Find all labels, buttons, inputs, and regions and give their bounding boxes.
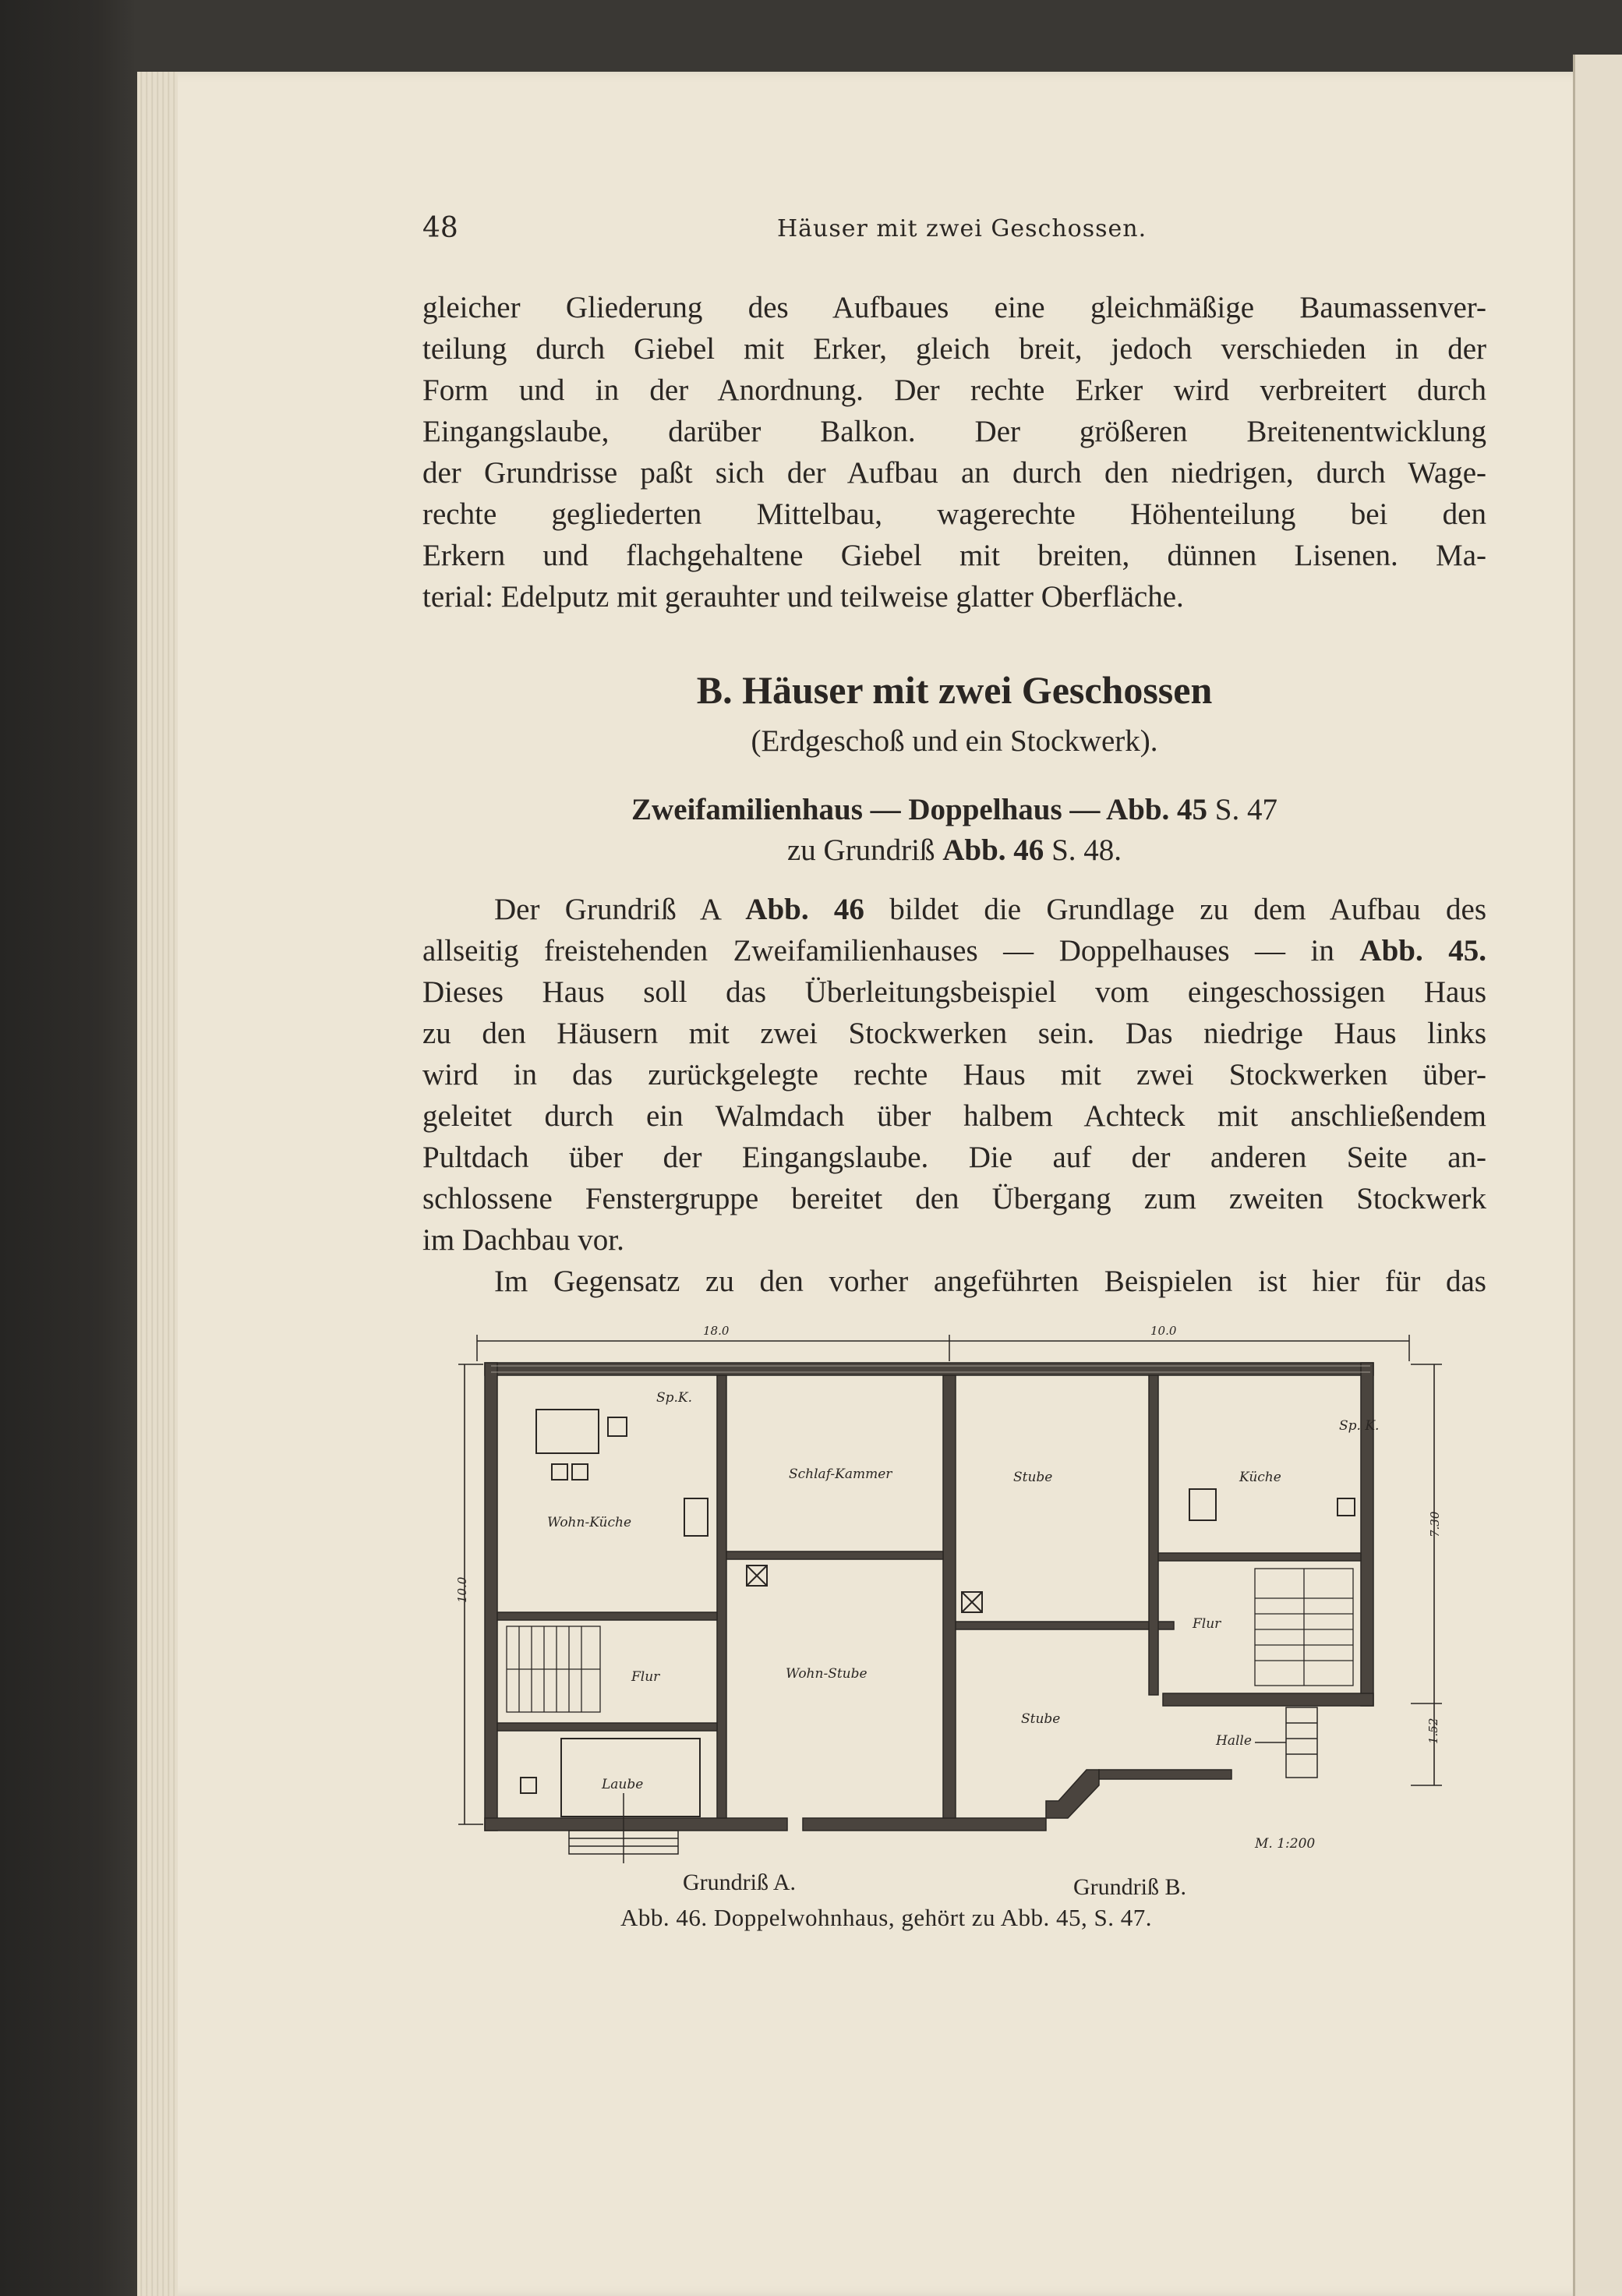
wall-top (485, 1363, 1373, 1375)
para2-line: geleitet durch ein Walmdach über halbem Achteck mit anschließendem (422, 1099, 1486, 1133)
para1-line: terial: Edelputz mit gerauhter und teilweise glatter Oberfläche. (422, 580, 1184, 614)
ref-zu: zu Grundriß (786, 833, 943, 867)
scale-label: M. 1:200 (1255, 1836, 1316, 1852)
page-edges (137, 72, 178, 2296)
para2-line (422, 930, 1486, 972)
room-label: Stube (1021, 1711, 1061, 1727)
para2-line: wird in das zurückgelegte rechte Haus mit zwei Stockwerken über- (422, 1058, 1486, 1091)
room-label: Küche (1239, 1470, 1281, 1485)
wall-halle-bottom (1099, 1770, 1232, 1779)
room-label: Wohn-Stube (786, 1666, 868, 1682)
wall-int-6 (1149, 1375, 1158, 1695)
floor-plan-drawing (444, 1318, 1458, 1871)
dim-label: 1.52 (1426, 1718, 1440, 1744)
ref-s47: S. 47 (1207, 793, 1277, 826)
wall-int-7 (1158, 1553, 1361, 1561)
para1-line: der Grundrisse paßt sich der Aufbau an durch den niedrigen, durch Wage- (422, 456, 1486, 490)
wall-right-bottom (1163, 1693, 1373, 1706)
ref-bold: Abb. 46 (745, 893, 864, 926)
chimney-left (684, 1498, 708, 1536)
wall-left (485, 1363, 497, 1831)
room-label: Sp. K. (1339, 1418, 1380, 1434)
stairs-right (1255, 1569, 1353, 1686)
room-label: Halle (1216, 1733, 1252, 1749)
para1-line: teilung durch Giebel mit Erker, gleich breit, jedoch verschieden in der (422, 332, 1486, 366)
room-label: Stube (1013, 1470, 1053, 1485)
section-title: B. Häuser mit zwei Geschossen (696, 668, 1213, 712)
text: allseitig freistehenden Zweifamilienhauses — Doppelhauses — in (422, 934, 1360, 968)
subsection-heading (422, 792, 1486, 827)
para2-line: Dieses Haus soll das Überleitungsbeispiel vom eingeschossigen Haus (422, 975, 1486, 1009)
next-page-edge (1573, 55, 1622, 2296)
para2-line: zu den Häusern mit zwei Stockwerken sein. Das niedrige Haus links (422, 1017, 1486, 1050)
para1-line: gleicher Gliederung des Aufbaues eine gleichmäßige Baumassenver- (422, 291, 1486, 324)
room-label: Flur (631, 1669, 660, 1685)
room-label: Wohn-Küche (547, 1515, 632, 1530)
dim-label: 10.0 (455, 1576, 469, 1603)
room-label: Sp.K. (656, 1390, 693, 1406)
para2-line: im Dachbau vor. (422, 1223, 624, 1257)
para1-line: Eingangslaube, darüber Balkon. Der größeren Breitenentwicklung (422, 415, 1486, 448)
page-number: 48 (422, 212, 458, 244)
entry-steps-right (1255, 1707, 1317, 1778)
ref-abb46: Abb. 46 (942, 833, 1044, 867)
para1-line: Erkern und flachgehaltene Giebel mit breiten, dünnen Lisenen. Ma- (422, 539, 1486, 572)
dim-label: 18.0 (703, 1324, 730, 1338)
wall-right (1361, 1363, 1373, 1706)
wall-bay (1046, 1770, 1099, 1818)
floor-plan-figure (444, 1318, 1458, 1871)
para2-line: schlossene Fenstergruppe bereitet den Übergang zum zweiten Stockwerk (422, 1182, 1486, 1215)
para2-line (422, 889, 1486, 931)
wall-int-4 (497, 1723, 717, 1731)
ref-bold: Abb. 45. (1359, 934, 1486, 968)
wall-int-1 (717, 1375, 726, 1818)
para2-line: Pultdach über der Eingangslaube. Die auf der anderen Seite an- (422, 1141, 1486, 1174)
subsection-ref (422, 833, 1486, 868)
chimney-right (1189, 1489, 1216, 1520)
stairs-left (507, 1626, 600, 1712)
ref-s48: S. 48. (1044, 833, 1122, 867)
running-head-title: Häuser mit zwei Geschossen. (777, 215, 1147, 242)
room-label: Laube (602, 1777, 644, 1792)
wall-int-2 (497, 1612, 717, 1620)
room-label: Schlaf-Kammer (789, 1466, 892, 1482)
text: bildet die Grundlage zu dem Aufbau des (864, 893, 1486, 926)
caption-grundriss-a: Grundriß A. (683, 1870, 796, 1895)
wall-bottom-left (485, 1818, 787, 1831)
dim-label: 7.30 (1428, 1511, 1442, 1537)
para1-line: Form und in der Anordnung. Der rechte Erker wird verbreitert durch (422, 373, 1486, 407)
figure-caption: Abb. 46. Doppelwohnhaus, gehört zu Abb. 45, S. 47. (620, 1904, 1152, 1931)
para1-line: rechte gegliederten Mittelbau, wagerechte Höhenteilung bei den (422, 497, 1486, 531)
stove (536, 1410, 599, 1453)
text: Der Grundriß A (494, 893, 746, 926)
dim-label: 10.0 (1150, 1324, 1177, 1338)
caption-grundriss-b: Grundriß B. (1073, 1874, 1186, 1900)
subsection-title: Zweifamilienhaus — Doppelhaus — (631, 793, 1106, 826)
wall-party (943, 1375, 956, 1818)
section-subtitle: (Erdgeschoß und ein Stockwerk). (751, 724, 1158, 758)
para3-line: Im Gegensatz zu den vorher angeführten Beispielen ist hier für das (494, 1265, 1486, 1298)
ref-abb45: Abb. 45 (1105, 793, 1208, 826)
wall-int-3 (726, 1551, 943, 1559)
wall-int-5 (956, 1622, 1174, 1629)
wall-bottom-mid (803, 1818, 1046, 1831)
room-label: Flur (1193, 1616, 1221, 1632)
running-head (422, 212, 1490, 249)
